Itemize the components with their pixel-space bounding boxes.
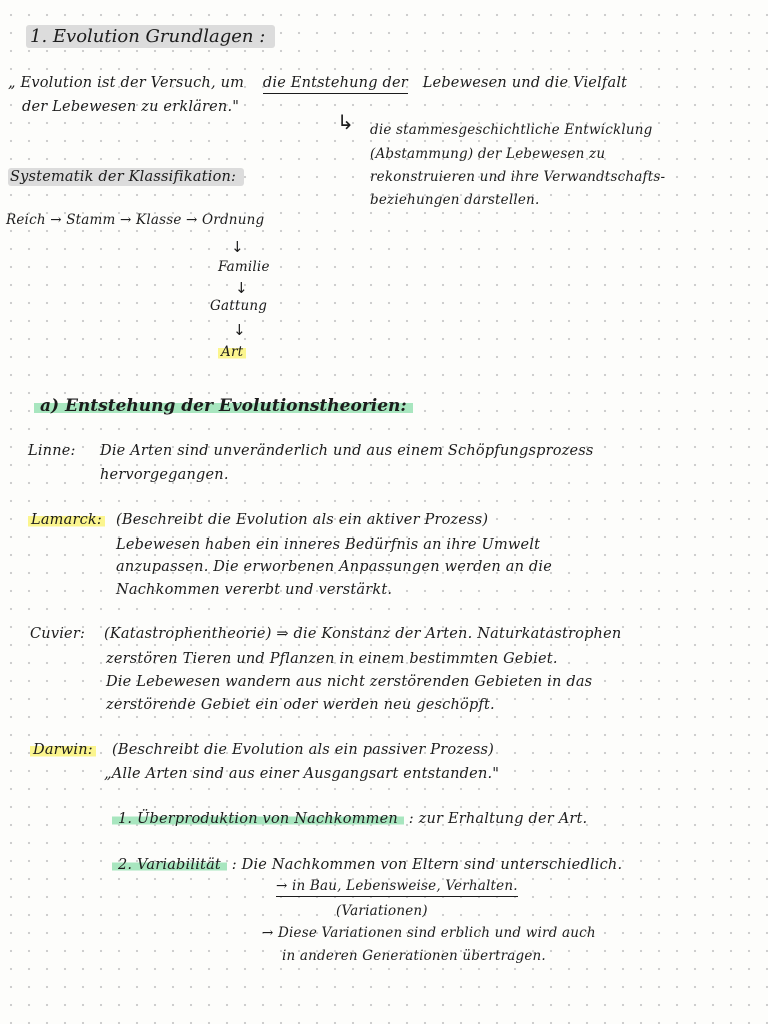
darwin-point-1	[112, 812, 587, 827]
darwin-point-2-label: 2. Variabilität	[112, 857, 227, 873]
darwin-point-2-sub-3-line-2: in anderen Generationen übertragen.	[282, 948, 546, 964]
rank-art-text: Art	[218, 344, 246, 360]
corner-arrow-icon: ↳	[337, 110, 354, 134]
linne-line-2: hervorgegangen.	[100, 467, 229, 483]
darwin-line-1: (Beschreibt die Evolution als ein passiver Prozess)	[112, 742, 495, 758]
quote-mark: „	[8, 75, 16, 91]
lamarck-line-4: Nachkommen vererbt und verstärkt.	[116, 582, 393, 598]
systematik-heading-text: Systematik der Klassifikation:	[8, 168, 244, 186]
cuvier-line-3: Die Lebewesen wandern aus nicht zerstörenden Gebieten in das	[106, 674, 593, 690]
darwin-point-2-sub-1	[276, 880, 518, 894]
down-arrow-icon: ↓	[231, 238, 244, 256]
linne-name: Linne:	[28, 443, 76, 459]
linne-line-1: Die Arten sind unveränderlich und aus einem Schöpfungsprozess	[100, 443, 594, 459]
darwin-point-2-sub-3-line-1: → Diese Variationen sind erblich und wird auch	[262, 925, 596, 941]
cuvier-line-4: zerstörende Gebiet ein oder werden neu geschöpft.	[106, 697, 495, 713]
cuvier-name: Cuvier:	[30, 626, 86, 642]
darwin-name-text: Darwin:	[30, 742, 96, 758]
definition-note-line-1: die stammesgeschichtliche Entwicklung	[370, 122, 653, 138]
cuvier-line-2: zerstören Tieren und Pflanzen in einem bestimmten Gebiet.	[106, 651, 558, 667]
definition-note-line-2: (Abstammung) der Lebewesen zu	[370, 146, 606, 162]
darwin-point-2	[112, 858, 622, 873]
down-arrow-icon: ↓	[233, 321, 246, 339]
section-a-heading	[34, 398, 413, 415]
title-text: 1. Evolution Grundlagen :	[26, 25, 275, 48]
darwin-line-2: „Alle Arten sind aus einer Ausgangsart entstanden."	[104, 766, 500, 782]
rank-art	[218, 346, 246, 360]
lamarck-line-3: anzupassen. Die erworbenen Anpassungen werden an die	[116, 559, 553, 575]
definition-line-2: der Lebewesen zu erklären."	[22, 99, 240, 115]
lamarck-name	[28, 513, 105, 528]
section-a-heading-text: a) Entstehung der Evolutionstheorien:	[34, 396, 413, 416]
systematik-heading	[8, 170, 244, 185]
lamarck-name-text: Lamarck:	[28, 512, 105, 528]
down-arrow-icon: ↓	[235, 279, 248, 297]
cuvier-line-1: (Katastrophentheorie) ⇒ die Konstanz der Arten. Naturkatastrophen	[104, 626, 622, 642]
darwin-point-2-sub-1-text: → in Bau, Lebensweise, Verhalten.	[276, 878, 518, 897]
definition-text-start: Evolution ist der Versuch, um	[20, 75, 245, 91]
darwin-point-2-text: : Die Nachkommen von Eltern sind unterschiedlich.	[231, 857, 623, 873]
rank-gattung: Gattung	[210, 298, 268, 314]
definition-text-end: Lebewesen und die Vielfalt	[422, 75, 628, 91]
definition-underlined: die Entstehung der	[263, 75, 408, 94]
definition-note-line-4: beziehungen darstellen.	[370, 192, 540, 208]
darwin-name	[30, 743, 96, 758]
page-title	[26, 28, 275, 46]
darwin-point-2-sub-2: (Variationen)	[336, 903, 428, 919]
definition-note-line-3: rekonstruieren und ihre Verwandtschafts-	[370, 169, 666, 185]
lamarck-line-1: (Beschreibt die Evolution als ein aktiver Prozess)	[116, 512, 489, 528]
rank-familie: Familie	[218, 259, 270, 275]
definition-line-1	[8, 76, 627, 91]
lamarck-line-2: Lebewesen haben ein inneres Bedürfnis an ihre Umwelt	[116, 537, 541, 553]
classification-chain: Reich → Stamm → Klasse → Ordnung	[6, 212, 265, 228]
darwin-point-1-text: : zur Erhaltung der Art.	[408, 811, 588, 827]
darwin-point-1-label: 1. Überproduktion von Nachkommen	[112, 811, 404, 827]
